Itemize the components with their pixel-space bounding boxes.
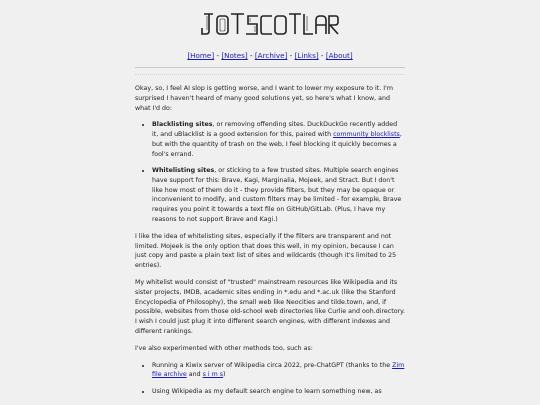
blacklisting-text: , or removing offending sites. DuckDuckGo recently added it, and uBlacklist is a good extension for this, paired with	[152, 121, 398, 139]
main-nav	[0, 51, 540, 61]
nav-separator: -	[214, 51, 222, 60]
nav-separator: -	[247, 51, 255, 60]
article-body	[135, 84, 405, 404]
methods-list	[135, 361, 405, 397]
list-item-kiwix	[152, 361, 405, 381]
site-logo	[200, 11, 340, 37]
zim-file-archive-link[interactable]: Zim file archive	[152, 361, 405, 379]
other-methods-paragraph: I've also experimented with other methods too, such as:	[135, 344, 313, 352]
list-item-whitelisting	[152, 166, 405, 225]
whitelisting-text: , or sticking to a few trusted sites. Multiple search engines have support for this: Brave, Kagi, Marginalia, Mojeek, and Stract. But I don't like how most of them do it - they provide filters, but they may be opaque or inconvenient to modify, and custom filters may be limited - for example, Brave requires you point it towards a text file on GitHub/GitLab. (Plus, I have my reasons to not support Brave and Kagi.)	[152, 167, 402, 224]
kiwix-text: Running a Kiwix server of Wikipedia circa 2022, pre-ChatGPT (thanks to the	[152, 361, 393, 369]
nav-archive-link[interactable]: [Archive]	[254, 51, 288, 60]
whitelist-opinion-paragraph: I like the idea of whitelisting sites, especially if the filters are transparent and not limited. Mojeek is the only option that does this well, in my opinion, because I can just copy and paste a plain text list of sites and wildcards (though it's limited to 25 entries).	[135, 232, 397, 270]
blacklisting-term: Blacklisting sites	[152, 121, 213, 129]
list-item-blacklisting	[152, 120, 405, 159]
blacklisting-text-end: , but with the quantity of trash on the web, I feel blocking it quickly becomes a fool's errand.	[152, 131, 402, 158]
whitelist-contents-paragraph: My whitelist would consist of "trusted" mainstream resources like Wikipedia and its sister projects, IMDB, academic sites ending in *.edu and *.ac.uk (like the Stanford Encyclopedia of Philosophy), the small web like Neocities and tilde.town, and, if possible, websites from those old-school web directories like Curlie and ooh.directory. I wish I could just plug it into different search engines, with different indexes and different rankings.	[135, 279, 405, 336]
intro-paragraph: Okay, so, I feel AI slop is getting worse, and I want to lower my exposure to it. I'm surprised I haven't heard of many good solutions yet, so here's what I know, and what I'd do:	[135, 85, 393, 112]
kiwix-text-and: and	[186, 371, 203, 379]
list-item-wikipedia-search: • Using Wikipedia as my default search engine to learn something new, as	[152, 387, 405, 397]
nav-notes-link[interactable]: [Notes]	[221, 51, 248, 60]
whitelisting-term: Whitelisting sites	[152, 167, 215, 175]
sims-link[interactable]: s i m s	[202, 371, 224, 379]
kiwix-text-end: )	[223, 371, 226, 379]
community-blocklists-link[interactable]: community blocklists	[333, 131, 400, 139]
nav-home-link[interactable]: [Home]	[187, 51, 215, 60]
nav-separator: -	[287, 51, 295, 60]
nav-separator: -	[318, 51, 326, 60]
nav-about-link[interactable]: [About]	[325, 51, 353, 60]
article-divider	[135, 74, 405, 75]
nav-links-link[interactable]: [Links]	[294, 51, 319, 60]
approach-list	[135, 120, 405, 224]
header-divider	[135, 67, 405, 68]
